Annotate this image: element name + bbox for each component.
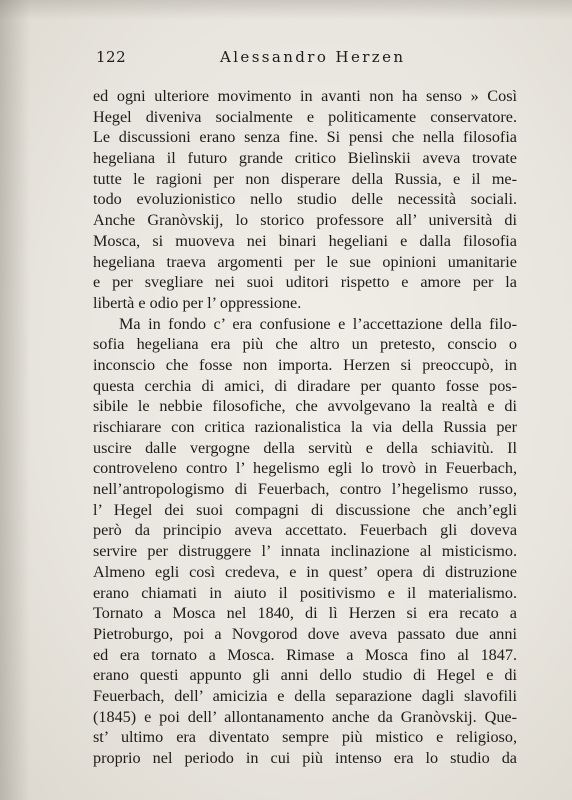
text-line: st’ ultimo era diventato sempre più mistico e religioso, [93,728,517,747]
text-line: Hegel diveniva socialmente e politicamente conservatore. [93,107,517,126]
text-line: nell’antropologismo di Feuerbach, contro l’hegelismo russo, [93,480,517,499]
text-line: libertà e odio per l’ oppressione. [93,293,302,312]
text-line: todo evoluzionistico nello studio delle necessità sociali. [93,190,517,209]
text-line: tutte le ragioni per non disperare della Russia, e il me- [93,169,517,188]
text-line: erano questi appunto gli anni dello studio di Hegel e di [93,666,517,685]
page-number: 122 [96,48,127,66]
text-line: questa cerchia di amici, di diradare per quanto fosse pos- [93,376,517,395]
text-line: hegeliana il futuro grande critico Bielìnskii aveva trovate [93,149,517,168]
text-line: Ma in fondo c’ era confusione e l’accettazione della filo- [119,314,517,333]
text-line: proprio nel periodo in cui più intenso era lo studio da [93,749,517,767]
text-line: uscire dalle vergogne della servitù e della schiavitù. Il [93,438,517,457]
text-line: erano chiamati in aiuto il positivismo e il materialismo. [93,583,517,602]
body-text [93,86,517,769]
text-line: Anche Granòvskij, lo storico professore all’ università di [93,211,517,230]
text-line: rischiarare con critica razionalistica la via della Russia per [93,418,517,436]
text-line: Le discussioni erano senza fine. Si pensi che nella filosofia [93,128,517,147]
text-line: hegeliana traeva argomenti per le sue opinioni umanitarie [93,252,517,271]
text-line: Pietroburgo, poi a Novgorod dove aveva passato due anni [93,624,517,643]
text-line: Almeno egli così credeva, e in quest’ opera di distruzione [93,562,517,581]
text-line: e per svegliare nei suoi uditori rispetto e amore per la [93,273,517,292]
page-gutter-shadow [0,0,30,800]
page-top-shadow [0,0,572,20]
text-line: ed ogni ulteriore movimento in avanti non ha senso » Così [93,87,517,105]
text-line: Mosca, si muoveva nei binari hegeliani e dalla filosofia [93,231,517,250]
text-line: controveleno contro l’ hegelismo egli lo trovò in Feuerbach, [93,459,517,478]
text-line: Feuerbach, dell’ amicizia e della separazione dagli slavofili [93,686,517,705]
text-line: l’ Hegel dei suoi compagni di discussione che anch’egli [93,500,517,519]
text-line: servire per distruggere l’ innata inclinazione al misticismo. [93,542,517,561]
text-line: inconscio che fosse non importa. Herzen si preoccupò, in [93,355,517,374]
text-line: sofia hegeliana era più che altro un pretesto, conscio o [93,335,517,354]
text-line: Tornato a Mosca nel 1840, di lì Herzen si era recato a [93,604,517,623]
text-line: però da principio aveva accettato. Feuerbach gli doveva [93,521,517,540]
text-line: ed era tornato a Mosca. Rimase a Mosca fino al 1847. [93,645,517,664]
text-line: (1845) e poi dell’ allontanamento anche da Granòvskij. Que- [93,707,517,726]
page-header [96,48,516,68]
text-line: sibile le nebbie filosofiche, che avvolgevano la realtà e di [93,397,517,416]
running-head: Alessandro Herzen [220,48,406,66]
